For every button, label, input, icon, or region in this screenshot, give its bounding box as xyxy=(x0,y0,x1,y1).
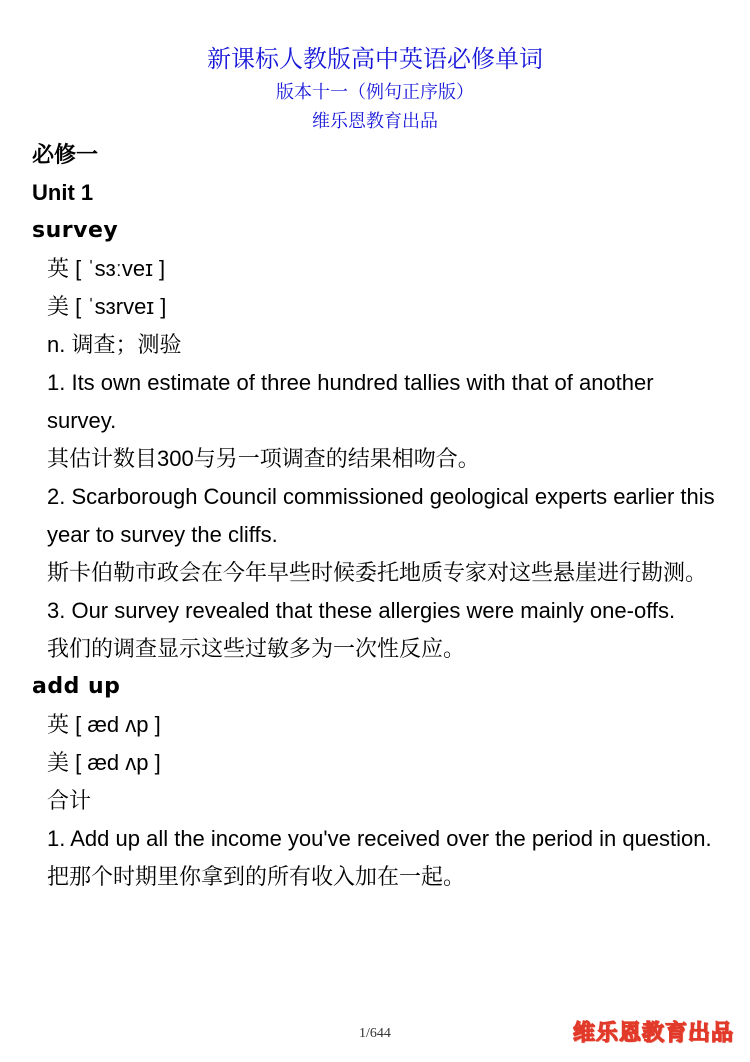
content-line: 1. Add up all the income you've received over the period in question. xyxy=(47,826,712,851)
content-line: survey xyxy=(32,218,119,243)
content-line: 英 [ ˈsɜːveɪ ] xyxy=(47,256,166,281)
content-line: 1. Its own estimate of three hundred tallies with that of another survey. xyxy=(47,370,654,433)
content-line: 合计 xyxy=(47,788,92,813)
document-subtitle: 版本十一（例句正序版） xyxy=(276,82,474,102)
content-line: 其估计数目300与另一项调查的结果相吻合。 xyxy=(47,446,480,471)
content-line: add up xyxy=(32,674,121,699)
content-line: 把那个时期里你拿到的所有收入加在一起。 xyxy=(47,864,466,889)
content-line: 2. Scarborough Council commissioned geological experts earlier this year to survey the cliffs. xyxy=(47,484,715,547)
content-line: Unit 1 xyxy=(32,180,94,205)
content-line: 美 [ ˈsɜrveɪ ] xyxy=(47,294,167,319)
content-line: 斯卡伯勒市政会在今年早些时候委托地质专家对这些悬崖进行勘测。 xyxy=(47,560,708,585)
publisher-watermark: 维乐恩教育出品 xyxy=(572,1020,734,1045)
document-title: 新课标人教版高中英语必修单词 xyxy=(207,46,543,73)
document-publisher: 维乐恩教育出品 xyxy=(312,111,438,131)
content-line: 3. Our survey revealed that these allergies were mainly one-offs. xyxy=(47,598,676,623)
content-line: n. 调查；测验 xyxy=(47,332,182,357)
content-line: 必修一 xyxy=(32,142,99,167)
page-number: 1/644 xyxy=(359,1026,391,1041)
content-line: 我们的调查显示这些过敏多为一次性反应。 xyxy=(47,636,466,661)
content-line: 英 [ æd ʌp ] xyxy=(47,712,161,737)
content-line: 美 [ æd ʌp ] xyxy=(47,750,161,775)
vocabulary-content xyxy=(32,136,722,896)
